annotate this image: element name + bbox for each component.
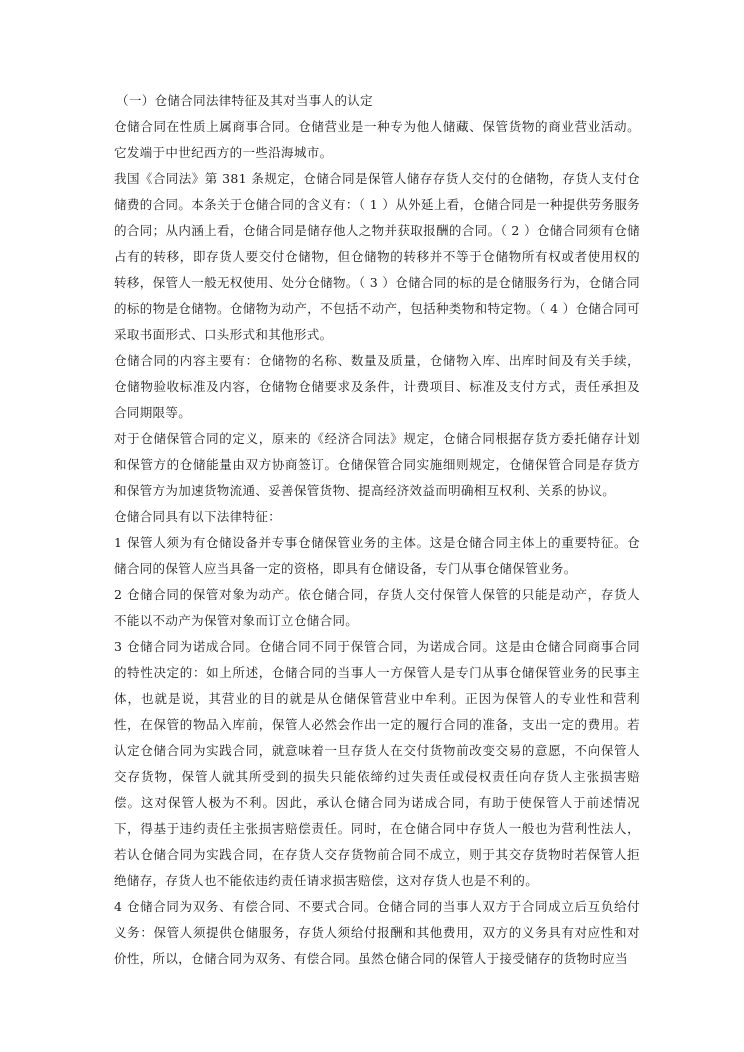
paragraph-feature-3: 3 仓储合同为诺成合同。仓储合同不同于保管合同，为诺成合同。这是由仓储合同商事合同的特性决定的：如上所述，仓储合同的当事人一方保管人是专门从事仓储保管业务的民事主体，也就是说，其营业的目的就是从仓储保管营业中牟利。正因为保管人的专业性和营利性，在保管的物品入库前，保管人必然会作出一定的履行合同的准备，支出一定的费用。若认定仓储合同为实践合同，就意味着一旦存货人在交付货物前改变交易的意愿，不向保管人交存货物，保管人就其所受到的损失只能依缔约过失责任或侵权责任向存货人主张损害赔偿。这对保管人极为不利。因此，承认仓储合同为诺成合同，有助于使保管人于前述情况下，得基于违约责任主张损害赔偿责任。同时，在仓储合同中存货人一般也为营利性法人，若认仓储合同为实践合同，在存货人交存货物前合同不成立，则于其交存货物时若保管人拒绝储存，存货人也不能依违约责任请求损害赔偿，这对存货人也是不利的。 xyxy=(114,639,640,888)
paragraph-nature: 仓储合同在性质上属商事合同。仓储营业是一种专为他人储藏、保管货物的商业营业活动。它发端于中世纪西方的一些沿海城市。 xyxy=(114,119,640,160)
paragraph-definition: 我国《合同法》第 381 条规定，仓储合同是保管人储存存货人交付的仓储物，存货人支付仓储费的合同。本条关于仓储合同的含义有：（ 1 ）从外延上看，仓储合同是一种提供劳务服务的合同；从内涵上看，仓储合同是储存他人之物并获取报酬的合同。（ 2 ）仓储合同须有仓储占有的转移，即存货人要交付仓储物，但仓储物的转移并不等于仓储物所有权或者使用权的转移，保管人一般无权使用、处分仓储物。（ 3 ）仓储合同的标的是仓储服务行为，仓储合同的标的物是仓储物。仓储物为动产，不包括不动产，包括种类物和特定物。（ 4 ）仓储合同可采取书面形式、口头形式和其他形式。 xyxy=(114,171,640,342)
paragraph-feature-1: 1 保管人须为有仓储设备并专事仓储保管业务的主体。这是仓储合同主体上的重要特征。仓储合同的保管人应当具备一定的资格，即具有仓储设备，专门从事仓储保管业务。 xyxy=(114,535,640,576)
paragraph-feature-4: 4 仓储合同为双务、有偿合同、不要式合同。仓储合同的当事人双方于合同成立后互负给付义务：保管人须提供仓储服务，存货人须给付报酬和其他费用，双方的义务具有对应性和对价性，所以，仓储合同为双务、有偿合同。虽然仓储合同的保管人于接受储存的货物时应当 xyxy=(114,899,640,966)
paragraph-old-law: 对于仓储保管合同的定义，原来的《经济合同法》规定，仓储合同根据存货方委托储存计划和保管方的仓储能量由双方协商签订。仓储保管合同实施细则规定，仓储保管合同是存货方和保管方为加速货物流通、妥善保管货物、提高经济效益而明确相互权利、关系的协议。 xyxy=(114,431,640,498)
paragraph-contents: 仓储合同的内容主要有：仓储物的名称、数量及质量，仓储物入库、出库时间及有关手续，仓储物验收标准及内容，仓储物仓储要求及条件，计费项目、标准及支付方式，责任承担及合同期限等。 xyxy=(114,353,640,420)
paragraph-feature-2: 2 仓储合同的保管对象为动产。依仓储合同，存货人交付保管人保管的只能是动产，存货人不能以不动产为保管对象而订立仓储合同。 xyxy=(114,587,640,628)
section-heading: （一）仓储合同法律特征及其对当事人的认定 xyxy=(116,93,374,108)
document-page xyxy=(114,88,640,972)
paragraph-features-intro: 仓储合同具有以下法律特征： xyxy=(114,509,282,524)
